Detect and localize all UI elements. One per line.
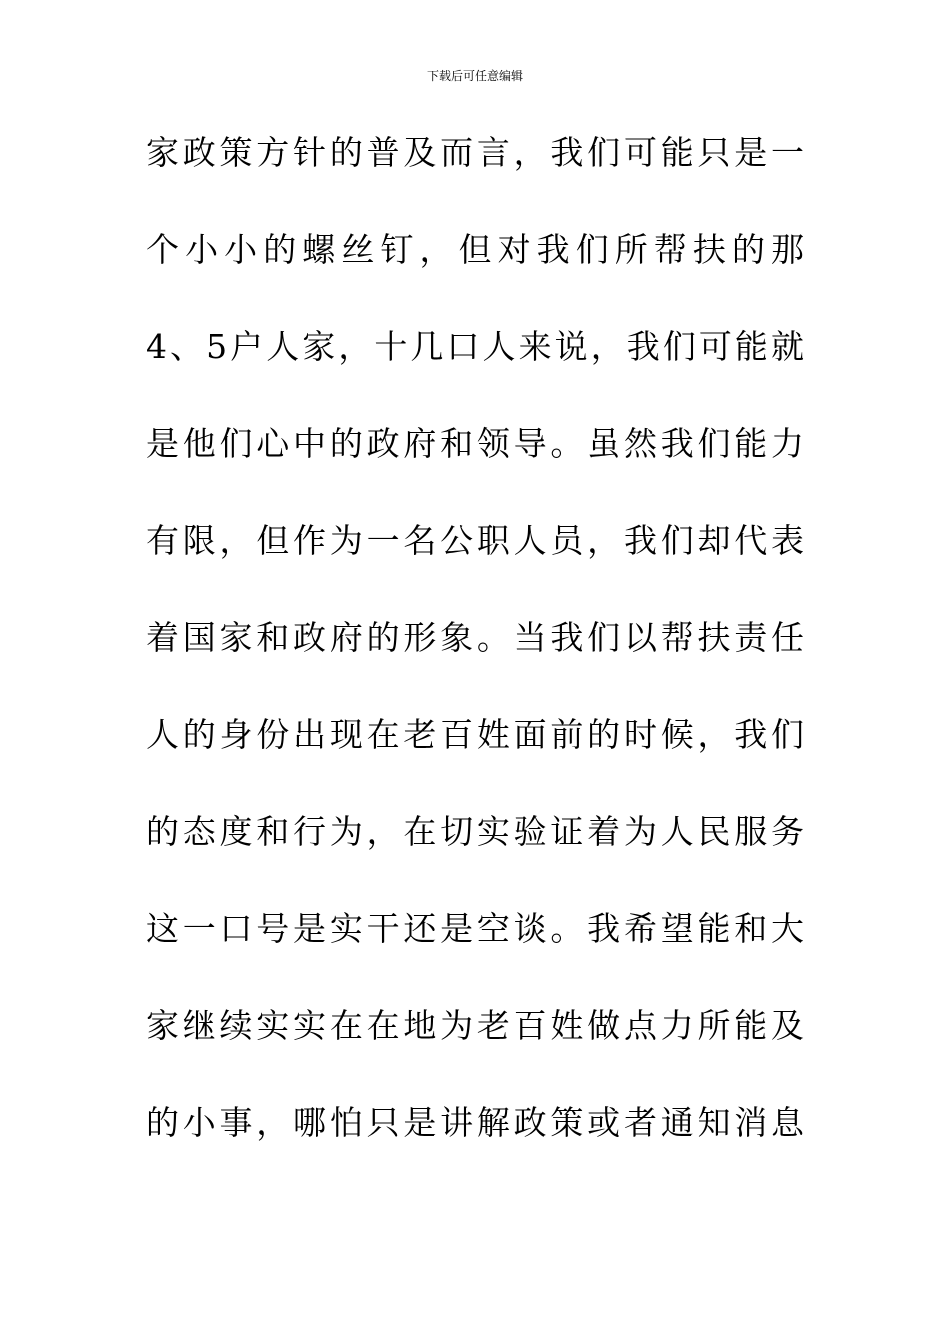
body-text [146,127,806,1194]
text-line: 有限，但作为一名公职人员，我们却代表 [146,521,806,560]
text-line: 是他们心中的政府和领导。虽然我们能力 [146,424,806,463]
text-line: 4、5户人家，十几口人来说，我们可能就 [146,327,806,366]
text-line: 着国家和政府的形象。当我们以帮扶责任 [146,618,806,657]
text-line: 人的身份出现在老百姓面前的时候，我们 [146,715,806,754]
text-line: 的态度和行为，在切实验证着为人民服务 [146,812,806,851]
text-line: 的小事，哪怕只是讲解政策或者通知消息 [146,1103,806,1142]
text-line: 家继续实实在在地为老百姓做点力所能及 [146,1006,806,1045]
text-line: 个小小的螺丝钉，但对我们所帮扶的那 [146,230,806,269]
text-line: 这一口号是实干还是空谈。我希望能和大 [146,909,806,948]
header-note: 下载后可任意编辑 [426,69,523,83]
text-line: 家政策方针的普及而言，我们可能只是一 [146,133,806,172]
